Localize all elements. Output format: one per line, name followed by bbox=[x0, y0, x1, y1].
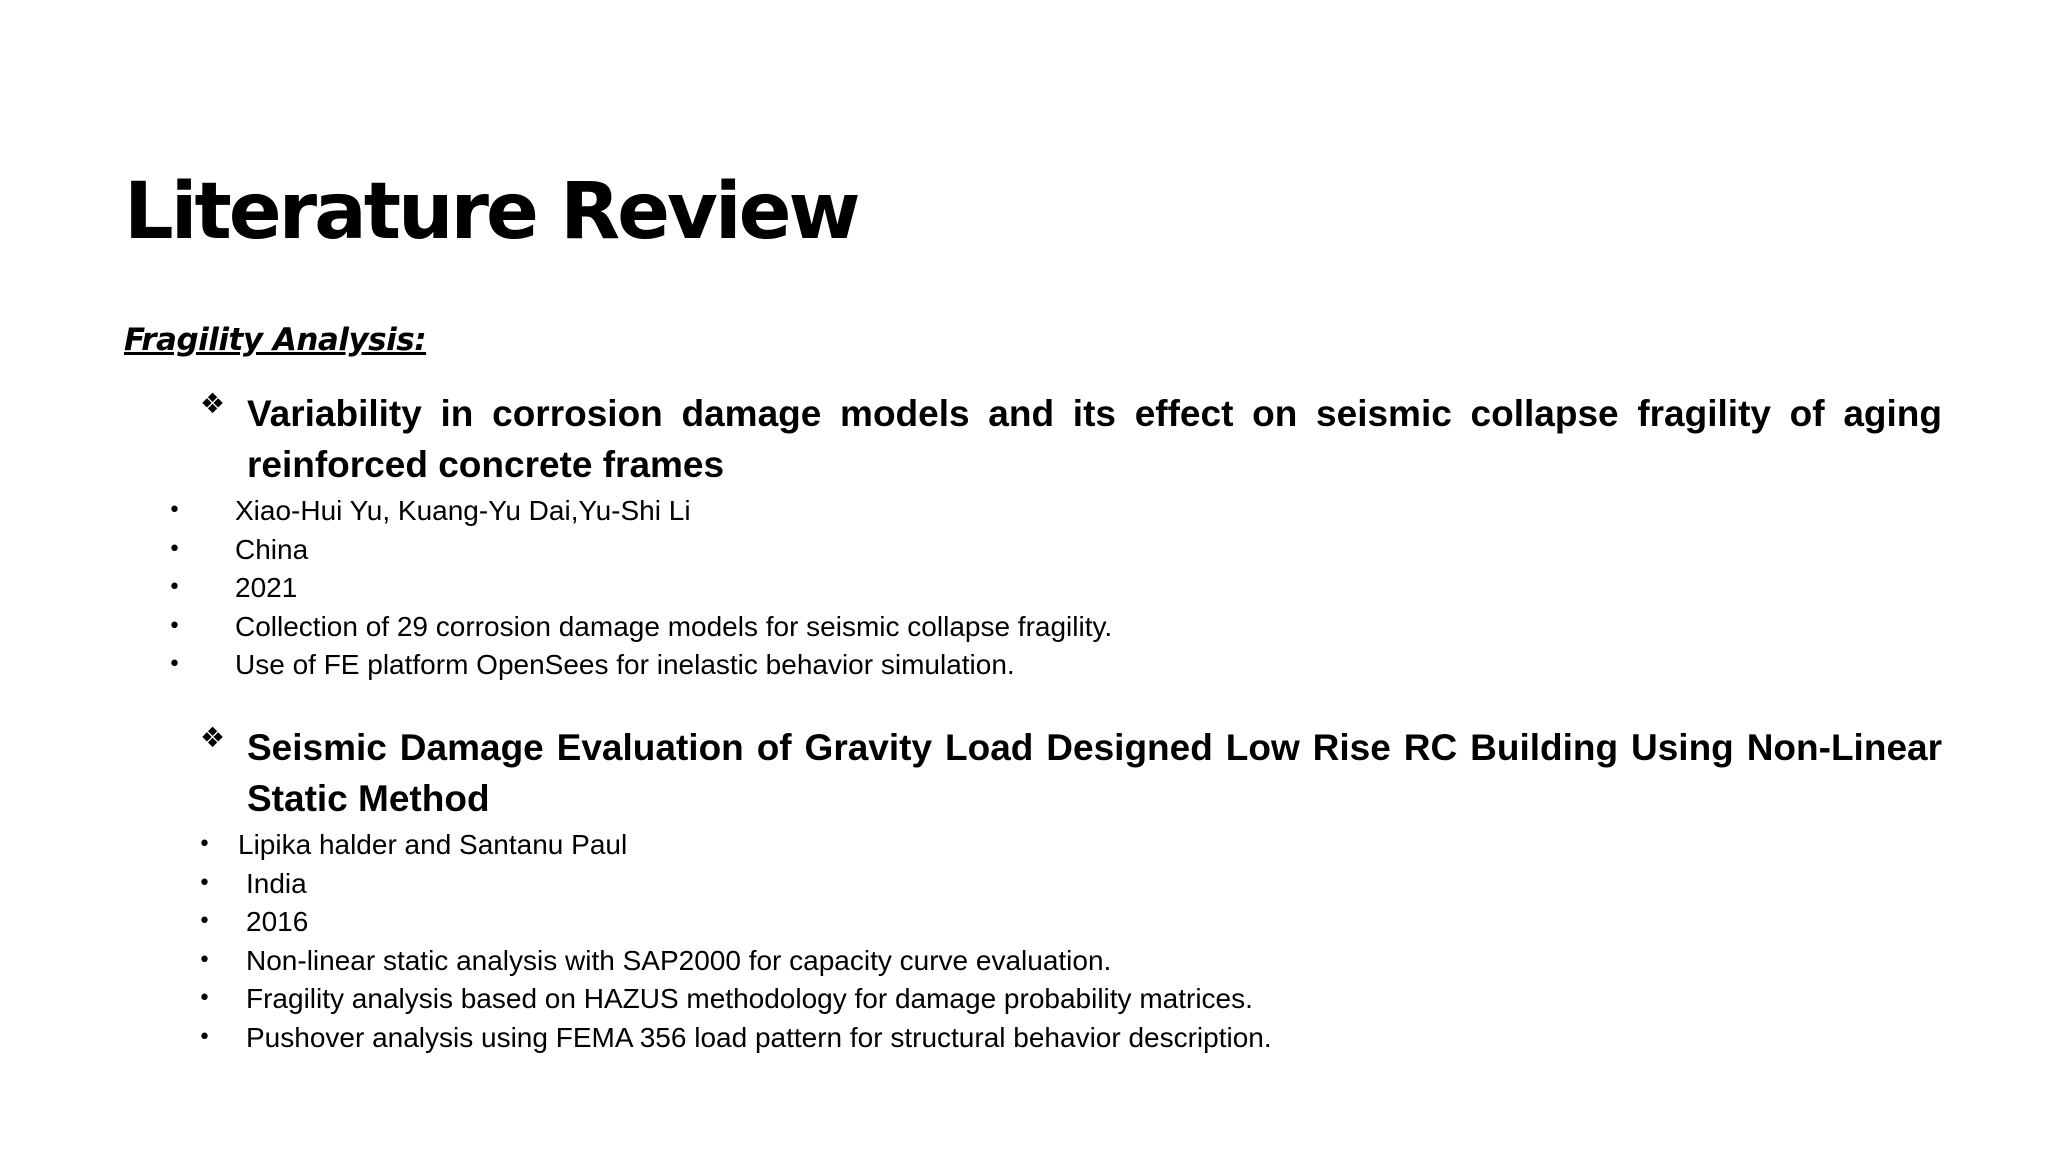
paper-country bbox=[0, 865, 2048, 904]
detail-text: Lipika halder and Santanu Paul bbox=[238, 829, 628, 860]
paper-entry-2 bbox=[0, 722, 2048, 1057]
paper-year bbox=[0, 903, 2048, 942]
section-heading: Fragility Analysis: bbox=[124, 322, 427, 358]
paper-title-row bbox=[0, 722, 2048, 826]
bullet-icon: • bbox=[168, 652, 181, 677]
bullet-icon: • bbox=[168, 536, 181, 562]
paper-finding bbox=[0, 1019, 2048, 1058]
bullet-icon: • bbox=[198, 1024, 211, 1050]
bullet-icon: • bbox=[168, 498, 181, 523]
paper-finding bbox=[0, 608, 2048, 647]
diamond-bullet-icon: ❖ bbox=[200, 721, 226, 754]
bullet-icon: • bbox=[198, 870, 211, 896]
paper-title-row bbox=[0, 388, 2048, 492]
paper-entry-1 bbox=[0, 388, 2048, 685]
paper-title: Variability in corrosion damage models and its effect on seismic collapse fragility of aging reinforced concrete frames bbox=[247, 393, 1942, 485]
detail-text: Use of FE platform OpenSees for inelastic behavior simulation. bbox=[235, 649, 1015, 680]
paper-title: Seismic Damage Evaluation of Gravity Load Designed Low Rise RC Building Using Non-Linear Static Method bbox=[247, 727, 1942, 819]
bullet-icon: • bbox=[168, 575, 181, 600]
detail-text: Fragility analysis based on HAZUS methodology for damage probability matrices. bbox=[246, 983, 1253, 1014]
paper-finding bbox=[0, 980, 2048, 1019]
bullet-icon: • bbox=[198, 832, 211, 857]
paper-authors bbox=[0, 492, 2048, 531]
bullet-icon: • bbox=[198, 986, 211, 1011]
bullet-icon: • bbox=[198, 909, 211, 934]
bullet-icon: • bbox=[198, 947, 211, 973]
detail-text: Xiao-Hui Yu, Kuang-Yu Dai,Yu-Shi Li bbox=[235, 495, 691, 526]
detail-text: Non-linear static analysis with SAP2000 for capacity curve evaluation. bbox=[246, 944, 1112, 976]
paper-details-list bbox=[0, 826, 2048, 1057]
detail-text: Collection of 29 corrosion damage models for seismic collapse fragility. bbox=[235, 610, 1113, 642]
bullet-icon: • bbox=[168, 613, 181, 639]
paper-details-list bbox=[0, 492, 2048, 685]
paper-country bbox=[0, 531, 2048, 570]
slide-title: Literature Review bbox=[124, 167, 858, 257]
diamond-bullet-icon: ❖ bbox=[200, 387, 226, 420]
detail-text: Pushover analysis using FEMA 356 load pattern for structural behavior description. bbox=[246, 1021, 1272, 1053]
paper-year bbox=[0, 569, 2048, 608]
paper-authors bbox=[0, 826, 2048, 865]
paper-finding bbox=[0, 942, 2048, 981]
detail-text: India bbox=[246, 867, 307, 899]
paper-finding bbox=[0, 646, 2048, 685]
detail-text: China bbox=[235, 533, 309, 565]
detail-text: 2021 bbox=[235, 572, 298, 603]
detail-text: 2016 bbox=[246, 906, 309, 937]
